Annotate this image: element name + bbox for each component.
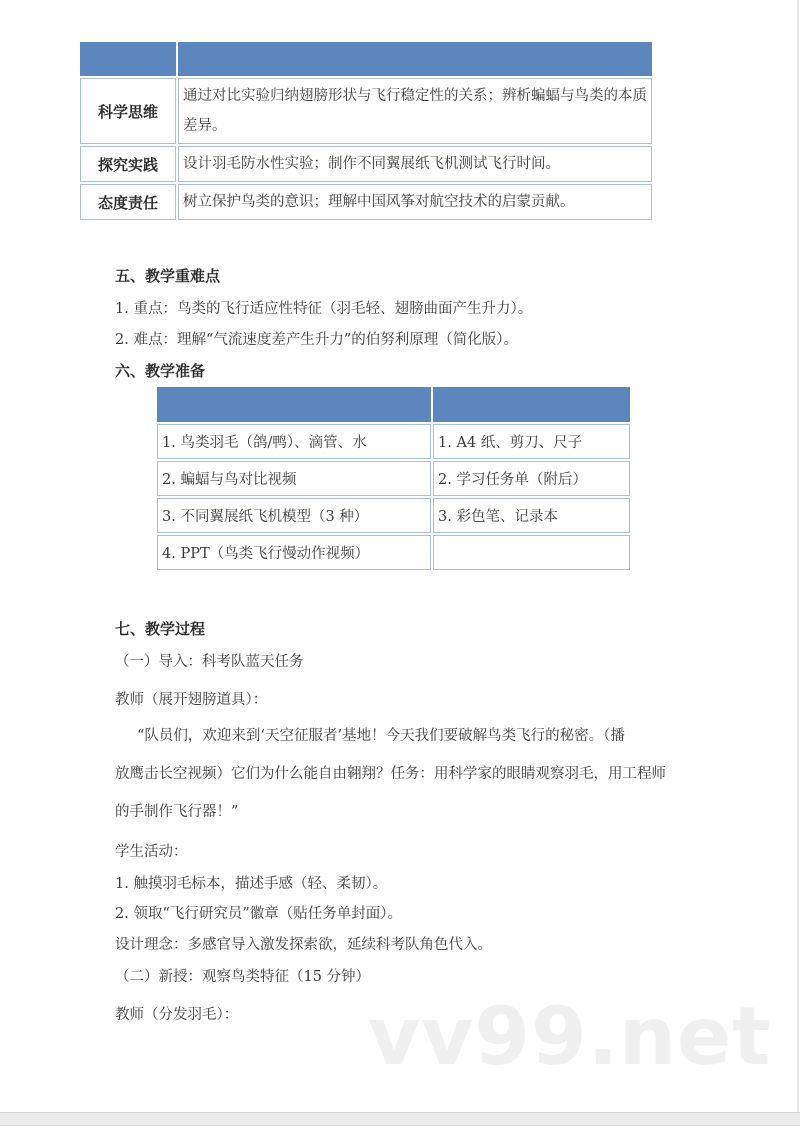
table-row: [157, 498, 630, 533]
student-activity-label: 学生活动：: [115, 844, 188, 860]
table-cell: 1. 鸟类羽毛（鸽/鸭）、滴管、水: [157, 424, 431, 459]
table-cell: 3. 彩色笔、记录本: [433, 498, 630, 533]
section-heading: 七、教学过程: [115, 620, 206, 638]
table-row: [157, 535, 630, 570]
competency-key: 态度责任: [80, 184, 176, 220]
header-cell: [80, 42, 176, 76]
competency-value: 树立保护鸟类的意识；理解中国风筝对航空技术的启蒙贡献。: [178, 184, 652, 220]
table-header-row: [157, 387, 630, 422]
key-point: 1. 重点：鸟类的飞行适应性特征（羽毛轻、翅膀曲面产生升力）。: [115, 301, 533, 317]
competency-key: 科学思维: [80, 78, 176, 144]
table-row: [80, 78, 652, 144]
student-activity-item: 2. 领取“飞行研究员”徽章（贴任务单封面）。: [115, 906, 403, 922]
quote-line: 的手制作飞行器！”: [115, 804, 239, 820]
header-cell: [433, 387, 630, 422]
table-cell: 2. 蝙蝠与鸟对比视频: [157, 461, 431, 496]
teacher-quote: [115, 717, 705, 831]
competency-value: 通过对比实验归纳翅膀形状与飞行稳定性的关系；辨析蝙蝠与鸟类的本质差异。: [178, 78, 652, 144]
teacher-action: 教师（分发羽毛）：: [115, 1007, 239, 1023]
quote-line: 放鹰击长空视频）它们为什么能自由翱翔？任务：用科学家的眼睛观察羽毛，用工程师: [115, 766, 666, 782]
table-row: [157, 461, 630, 496]
header-cell: [178, 42, 652, 76]
competency-key: 探究实践: [80, 146, 176, 182]
subsection-title: （二）新授：观察鸟类特征（15 分钟）: [115, 969, 371, 985]
materials-table: [155, 385, 632, 572]
table-cell: 3. 不同翼展纸飞机模型（3 种）: [157, 498, 431, 533]
watermark: vv99.net: [368, 990, 772, 1083]
section-heading: 六、教学准备: [115, 362, 206, 380]
table-row: [80, 146, 652, 182]
table-cell: 2. 学习任务单（附后）: [433, 461, 630, 496]
competency-value: 设计羽毛防水性实验；制作不同翼展纸飞机测试飞行时间。: [178, 146, 652, 182]
difficult-point: 2. 难点：理解“气流速度差产生升力”的伯努利原理（简化版）。: [115, 332, 519, 348]
teacher-action: 教师（展开翅膀道具）：: [115, 692, 268, 708]
table-cell: [433, 535, 630, 570]
table-row: [80, 184, 652, 220]
quote-line: “队员们，欢迎来到‘天空征服者’基地！今天我们要破解鸟类飞行的秘密。（播: [137, 728, 625, 744]
design-note: 设计理念：多感官导入激发探索欲，延续科考队角色代入。: [115, 937, 492, 953]
table-cell: 1. A4 纸、剪刀、尺子: [433, 424, 630, 459]
header-cell: [157, 387, 431, 422]
competency-table: [78, 40, 654, 222]
subsection-title: （一）导入：科考队蓝天任务: [115, 654, 304, 670]
section-heading: 五、教学重难点: [115, 267, 221, 285]
table-header-row: [80, 42, 652, 76]
page-separator: [0, 1112, 800, 1126]
student-activity-item: 1. 触摸羽毛标本，描述手感（轻、柔韧）。: [115, 876, 388, 892]
table-row: [157, 424, 630, 459]
table-cell: 4. PPT（鸟类飞行慢动作视频）: [157, 535, 431, 570]
